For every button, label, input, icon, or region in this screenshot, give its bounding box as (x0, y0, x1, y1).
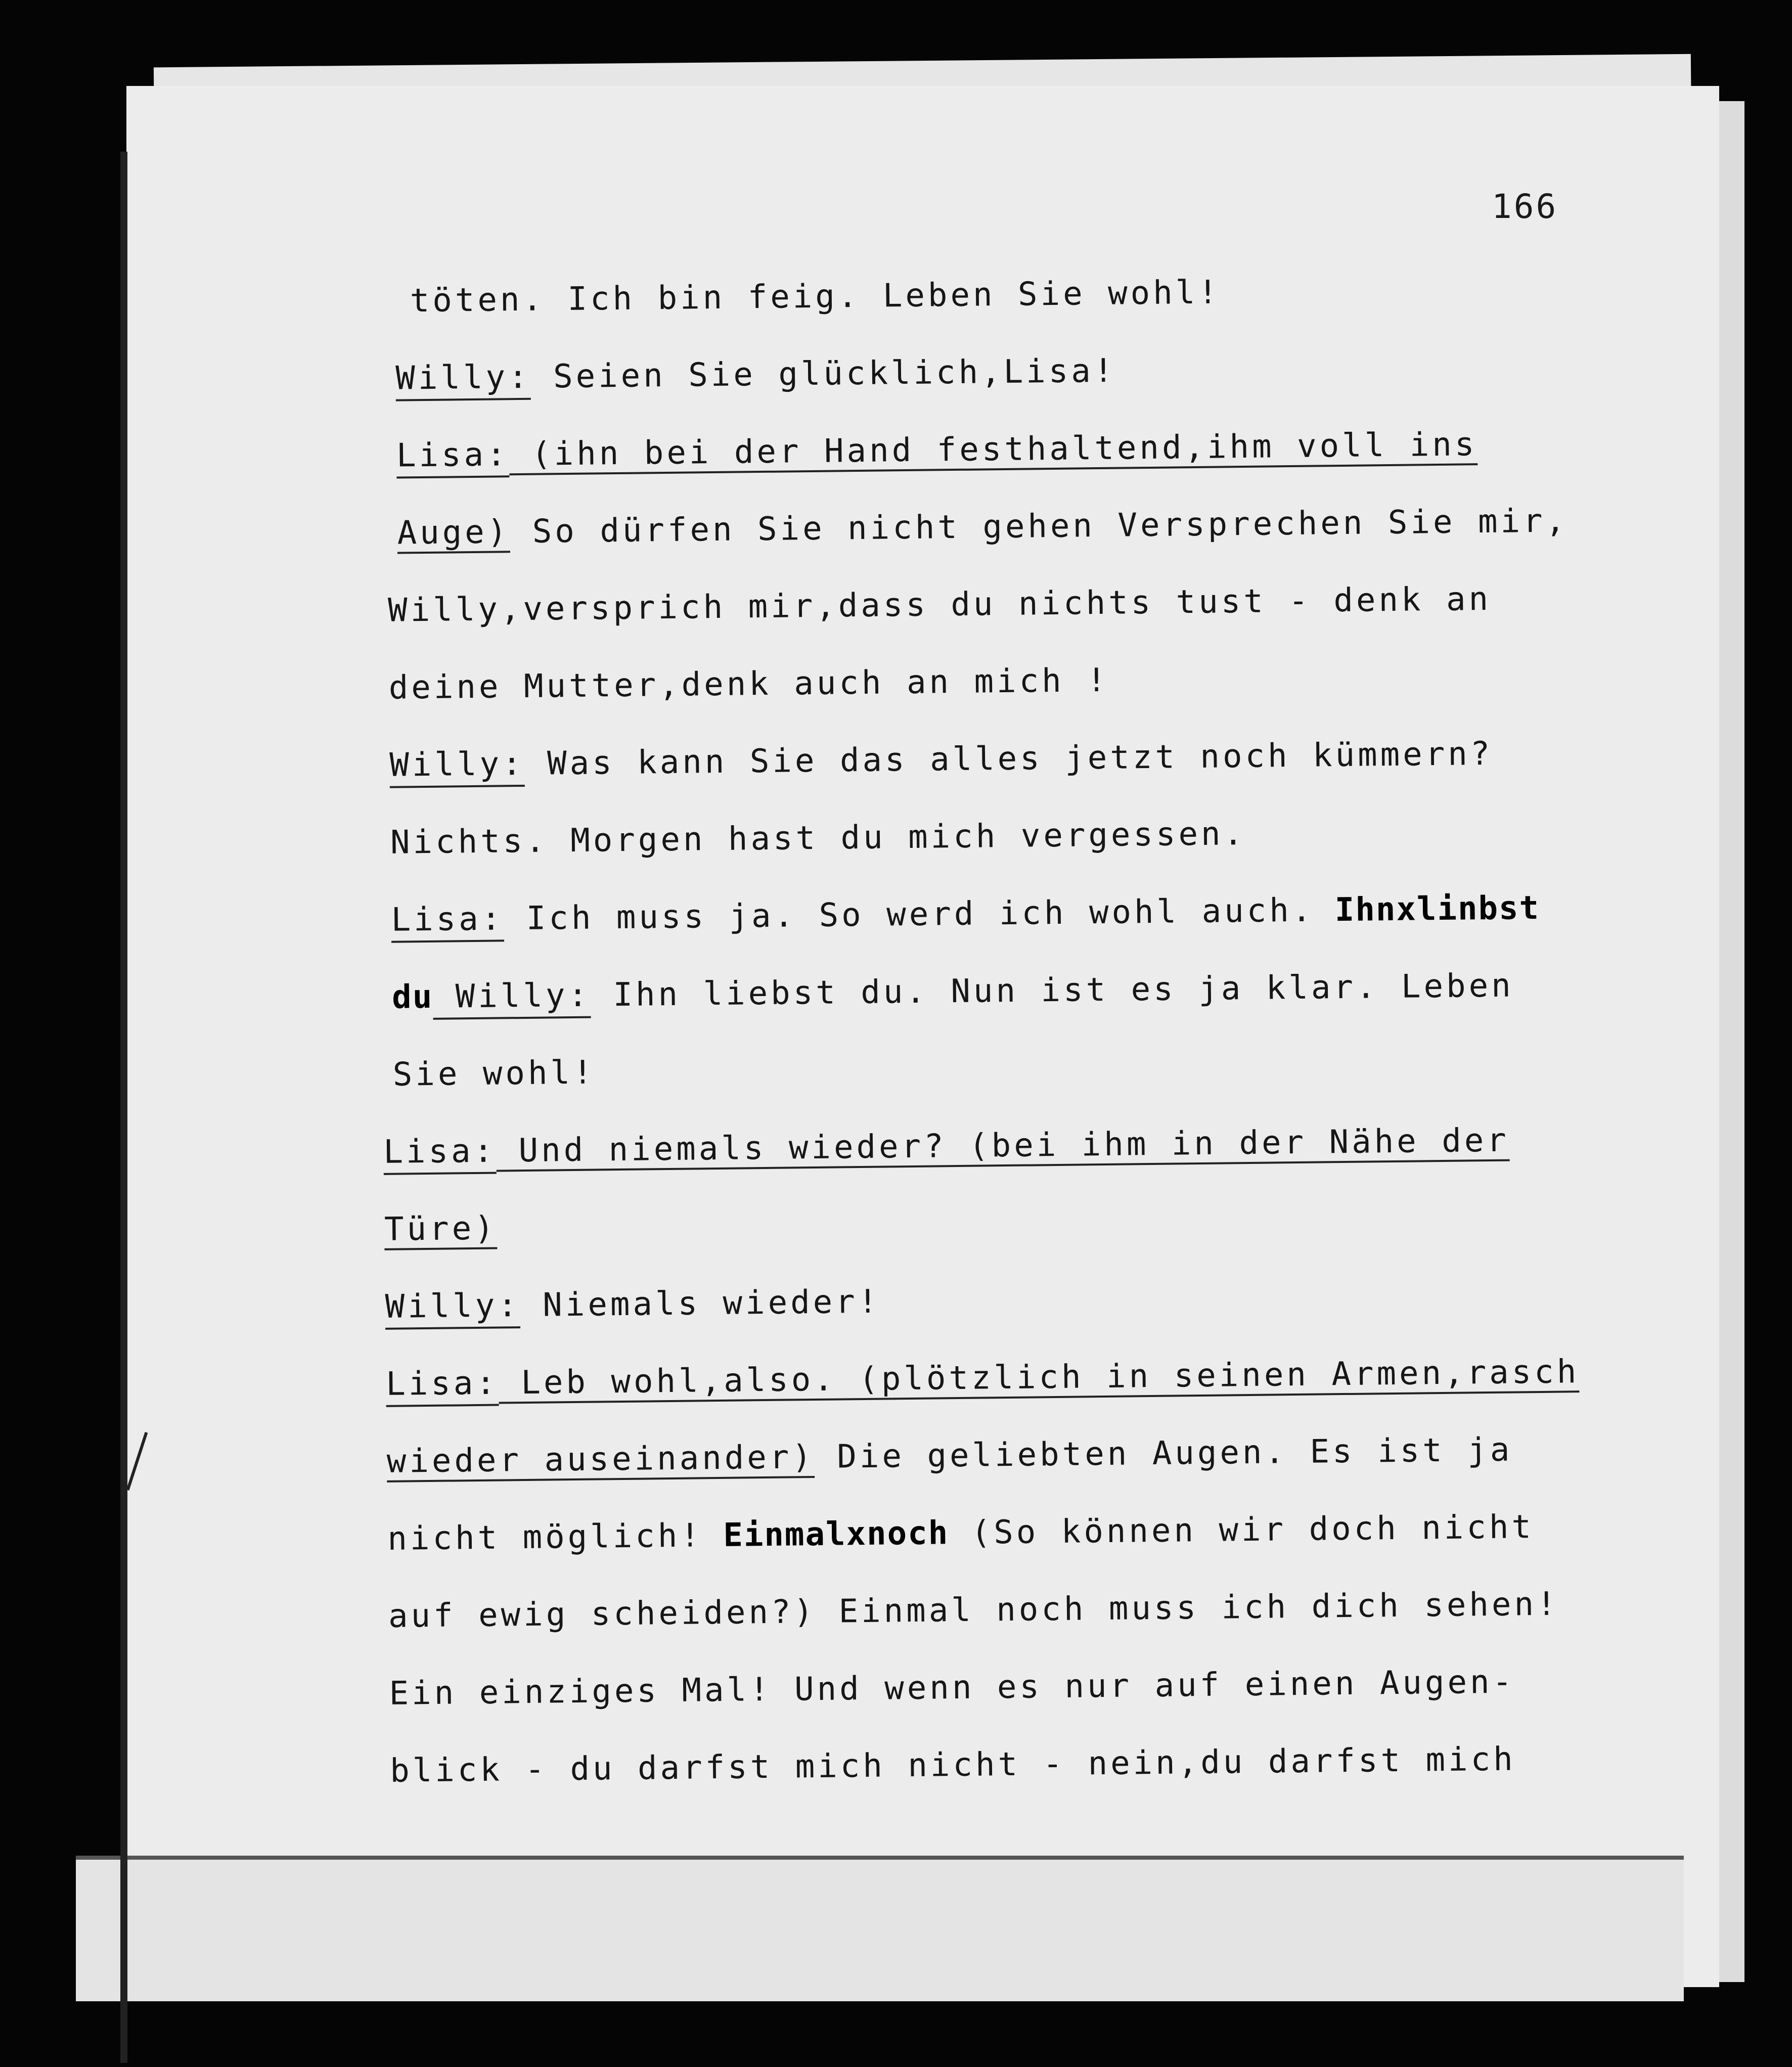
text-line (390, 791, 1705, 882)
text-line (387, 1487, 1713, 1578)
text-line (391, 868, 1706, 959)
line-text: Sie wohl! (392, 1054, 596, 1094)
text-line (410, 249, 1699, 340)
line-text: Nichts. Morgen hast du mich vergessen. (390, 815, 1246, 862)
line-text: Ihn liebst du. Nun ist es ja klar. Leben (590, 967, 1514, 1014)
line-text: (So können wir doch nicht (948, 1508, 1535, 1552)
line-text: Die geliebten Augen. Es ist ja (814, 1431, 1513, 1476)
struck-out-text: du (391, 978, 433, 1016)
line-text: So dürfen Sie nicht gehen Versprechen Sie mir, (509, 502, 1569, 551)
speaker-label: Lisa: (391, 900, 504, 942)
text-line (391, 945, 1707, 1036)
line-text: Ein einziges Mal! Und wenn es nur auf einen Augen- (389, 1663, 1515, 1713)
line-text: auf ewig scheiden?) Einmal noch muss ich dich sehen! (388, 1585, 1559, 1635)
line-text: Seien Sie glücklich,Lisa! (530, 352, 1116, 396)
speaker-label: Lisa: (383, 1133, 497, 1175)
text-line (395, 327, 1700, 418)
stage-direction: wieder auseinander) (386, 1439, 815, 1482)
line-text: Was kann Sie das alles jetzt noch kümmern? (524, 735, 1493, 783)
typescript-body (374, 249, 1715, 1810)
speaker-label: Lisa: (396, 436, 510, 478)
line-text: Ich muss ja. So werd ich wohl auch. (503, 891, 1315, 938)
speaker-label: Willy: (389, 745, 525, 788)
line-text: Niemals wieder! (520, 1283, 881, 1325)
stage-direction: Und niemals wieder? (bei ihm in der Nähe der (496, 1122, 1510, 1172)
text-line (397, 481, 1702, 572)
text-line (389, 1641, 1714, 1732)
speaker-label: Willy: (433, 977, 591, 1020)
speaker-label: Willy: (385, 1287, 520, 1330)
stage-direction: Auge) (397, 513, 510, 554)
line-text: nicht möglich! (387, 1517, 703, 1558)
struck-out-text: Einmalxnoch (702, 1514, 949, 1555)
page-number: 166 (1492, 187, 1558, 226)
text-line (385, 1332, 1711, 1423)
speaker-label: Willy: (395, 358, 531, 401)
text-line (386, 1409, 1712, 1500)
text-line (389, 1719, 1715, 1810)
text-line (388, 636, 1704, 727)
stage-direction: Leb wohl,also. (plötzlich in seinen Armen,rasch (498, 1353, 1579, 1404)
line-text: blick - du darfst mich nicht - nein,du darfst mich (389, 1740, 1516, 1790)
speaker-label: Lisa: (386, 1365, 499, 1407)
line-text: Willy,versprich mir,dass du nichts tust - denk an (387, 580, 1492, 630)
text-line (388, 1564, 1713, 1655)
text-line (383, 1100, 1709, 1191)
text-line (389, 713, 1705, 804)
line-text: deine Mutter,denk auch an mich ! (388, 661, 1110, 707)
text-line (396, 404, 1701, 495)
left-page-edge (120, 152, 127, 2063)
text-line (384, 1177, 1709, 1268)
stage-direction: Türe) (384, 1210, 497, 1250)
lower-sheet-edge (76, 1856, 1684, 2001)
stage-direction: (ihn bei der Hand festhaltend,ihm voll ins (509, 426, 1477, 475)
text-line (387, 559, 1703, 650)
text-line (385, 1254, 1710, 1345)
struck-out-text: Ihnxlinbst (1314, 889, 1540, 929)
line-text: töten. Ich bin feig. Leben Sie wohl! (410, 274, 1221, 320)
text-line (392, 1022, 1708, 1113)
